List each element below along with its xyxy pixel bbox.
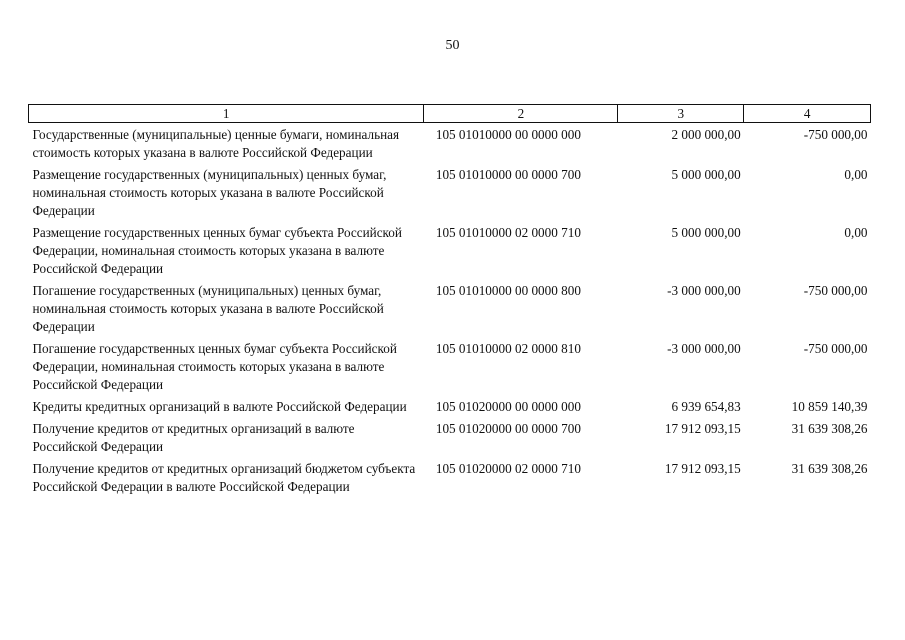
row-name: Получение кредитов от кредитных организаций бюджетом субъекта Российской Федерации в валюте Российской Федерации: [32, 461, 416, 494]
row-code: 105 01010000 00 0000 000: [435, 127, 581, 142]
table-row: [29, 123, 871, 164]
column-header-1: 1: [29, 105, 424, 123]
row-name: Государственные (муниципальные) ценные бумаги, номинальная стоимость которых указана в валюте Российской Федерации: [32, 127, 400, 160]
table-row: [29, 457, 871, 497]
row-value-1: 5 000 000,00: [671, 167, 741, 182]
table-row: [29, 163, 871, 221]
row-code: 105 01010000 02 0000 710: [435, 225, 581, 240]
table-row: [29, 337, 871, 395]
row-value-2: -750 000,00: [803, 283, 868, 298]
row-name: Погашение государственных ценных бумаг субъекта Российской Федерации, номинальная стоимость которых указана в валюте Российской Федерации: [32, 341, 397, 392]
column-header-3: 3: [618, 105, 744, 123]
row-name: Размещение государственных (муниципальных) ценных бумаг, номинальная стоимость которых указана в валюте Российской Федерации: [32, 167, 387, 218]
row-code: 105 01020000 00 0000 000: [435, 399, 581, 414]
row-value-1: 17 912 093,15: [664, 461, 741, 476]
row-value-2: -750 000,00: [803, 341, 868, 356]
table-row: [29, 417, 871, 457]
row-name: Размещение государственных ценных бумаг субъекта Российской Федерации, номинальная стоимость которых указана в валюте Российской Федерации: [32, 225, 402, 276]
page-number: 50: [445, 38, 460, 53]
row-code: 105 01020000 00 0000 700: [435, 421, 581, 436]
table-row: [29, 279, 871, 337]
row-value-1: 2 000 000,00: [671, 127, 741, 142]
row-value-2: 10 859 140,39: [791, 399, 868, 414]
row-code: 105 01020000 02 0000 710: [435, 461, 581, 476]
row-name: Погашение государственных (муниципальных) ценных бумаг, номинальная стоимость которых указана в валюте Российской Федерации: [32, 283, 384, 334]
row-value-1: 17 912 093,15: [664, 421, 741, 436]
row-code: 105 01010000 02 0000 810: [435, 341, 581, 356]
budget-table: [28, 104, 871, 497]
column-header-2: 2: [424, 105, 618, 123]
row-value-2: 0,00: [844, 225, 868, 240]
row-name: Получение кредитов от кредитных организаций в валюте Российской Федерации: [32, 421, 355, 454]
header-row: [29, 105, 871, 123]
row-value-2: -750 000,00: [803, 127, 868, 142]
row-code: 105 01010000 00 0000 700: [435, 167, 581, 182]
table-row: [29, 395, 871, 417]
row-value-2: 31 639 308,26: [791, 461, 868, 476]
row-code: 105 01010000 00 0000 800: [435, 283, 581, 298]
row-name: Кредиты кредитных организаций в валюте Российской Федерации: [32, 399, 407, 414]
row-value-1: 5 000 000,00: [671, 225, 741, 240]
row-value-1: 6 939 654,83: [671, 399, 741, 414]
table-row: [29, 221, 871, 279]
row-value-2: 0,00: [844, 167, 868, 182]
row-value-2: 31 639 308,26: [791, 421, 868, 436]
row-value-1: -3 000 000,00: [667, 283, 741, 298]
row-value-1: -3 000 000,00: [667, 341, 741, 356]
column-header-4: 4: [744, 105, 871, 123]
